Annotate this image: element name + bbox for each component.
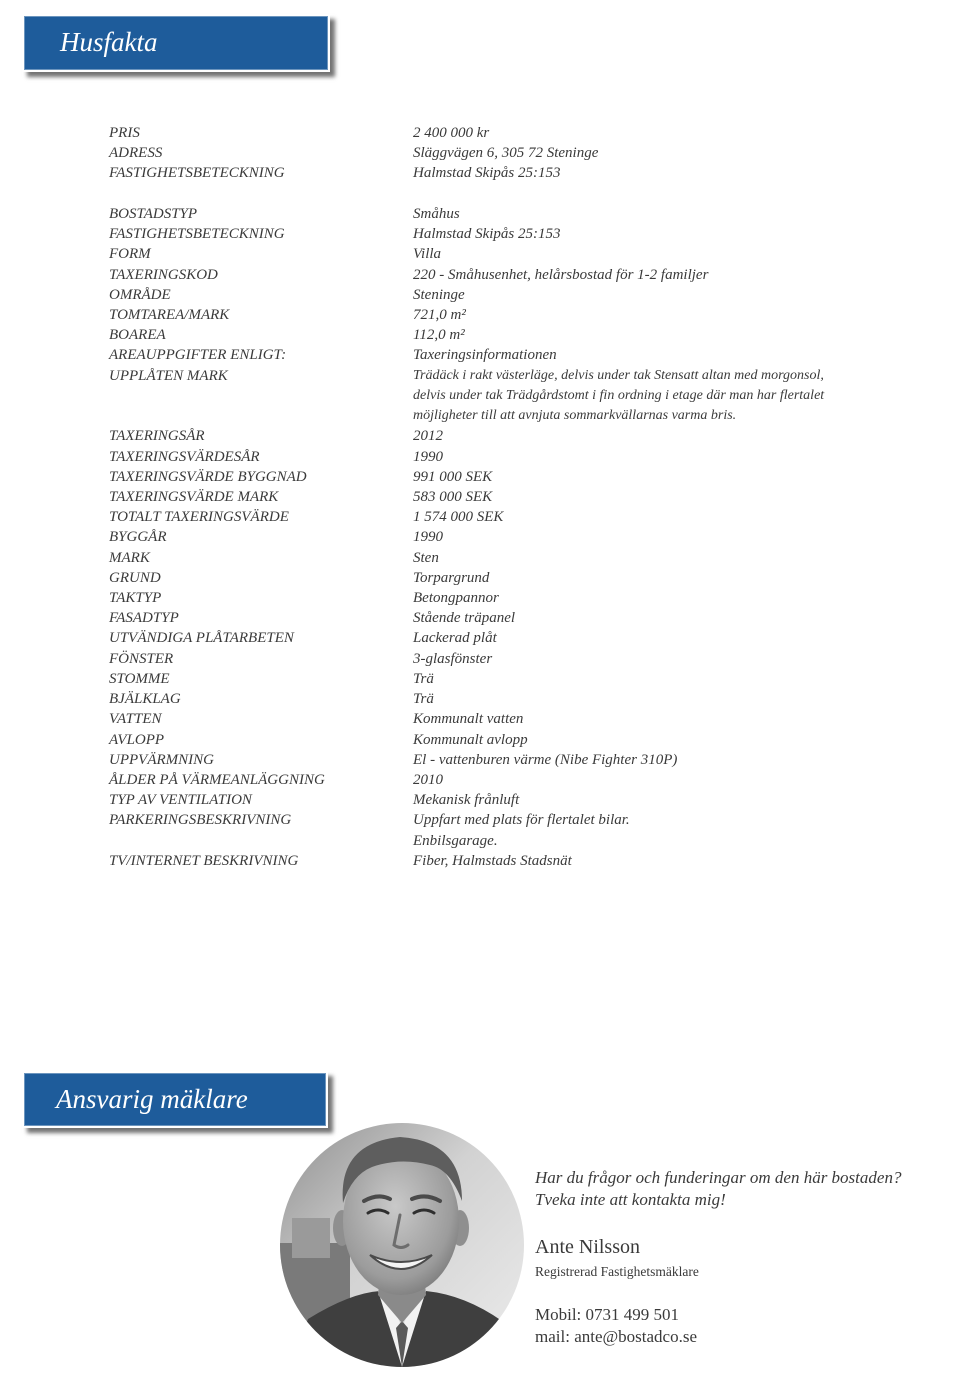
contact-question: Har du frågor och funderingar om den här bostaden? — [535, 1168, 902, 1187]
fact-value: 3-glasfönster — [413, 650, 493, 667]
fact-label: UPPLÅTEN MARK — [109, 367, 228, 384]
fact-value-line: möjligheter till att avnjuta sommarkvällarnas varma bris. — [413, 408, 737, 424]
fact-label: ADRESS — [109, 145, 163, 162]
fact-label: BOAREA — [109, 327, 166, 344]
fact-label: AREAUPPGIFTER ENLIGT: — [109, 347, 287, 364]
fact-label: AVLOPP — [109, 731, 165, 748]
fact-row — [109, 143, 824, 163]
fact-row — [109, 649, 824, 669]
fact-row — [109, 265, 824, 285]
fact-label: STOMME — [109, 670, 170, 687]
fact-value: 583 000 SEK — [413, 488, 493, 505]
fact-row — [109, 366, 824, 427]
section-title: Husfakta — [60, 27, 158, 57]
fact-value: Stående träpanel — [413, 610, 516, 627]
fact-row — [109, 467, 824, 487]
fact-label: TOTALT TAXERINGSVÄRDE — [109, 509, 289, 526]
fact-label: TYP AV VENTILATION — [109, 792, 252, 809]
fact-row — [109, 204, 824, 224]
fact-label: UPPVÄRMNING — [109, 751, 214, 768]
fact-value: Trä — [413, 691, 434, 708]
fact-value: Steninge — [413, 286, 465, 303]
fact-label: PRIS — [109, 125, 140, 141]
fact-row — [109, 123, 824, 143]
fact-value: Fiber, Halmstads Stadsnät — [413, 852, 572, 869]
fact-value: Lackerad plåt — [413, 630, 497, 647]
fact-row — [109, 730, 824, 750]
fact-row — [109, 163, 824, 183]
fact-row — [109, 608, 824, 628]
agent-email: mail: ante@bostadco.se — [535, 1327, 697, 1346]
section-title: Ansvarig mäklare — [56, 1084, 248, 1114]
fact-value: 1990 — [413, 529, 443, 546]
fact-value: Kommunalt avlopp — [413, 731, 528, 748]
fact-value: Halmstad Skipås 25:153 — [413, 165, 561, 182]
fact-value: 112,0 m² — [413, 327, 465, 344]
fact-row — [109, 628, 824, 648]
fact-label: MARK — [109, 549, 150, 566]
fact-value: 2012 — [413, 428, 443, 445]
agent-mobile: Mobil: 0731 499 501 — [535, 1305, 680, 1324]
fact-label: UTVÄNDIGA PLÅTARBETEN — [109, 630, 294, 647]
fact-row — [109, 285, 824, 305]
fact-label: FORM — [109, 246, 151, 263]
fact-label: FASTIGHETSBETECKNING — [109, 226, 285, 243]
fact-label: FASTIGHETSBETECKNING — [109, 165, 285, 182]
husfakta-banner — [22, 14, 330, 72]
agent-photo — [280, 1123, 524, 1367]
fact-value: 2010 — [413, 772, 443, 788]
fact-row — [109, 669, 824, 689]
fact-value: Halmstad Skipås 25:153 — [413, 226, 561, 243]
fact-value: Villa — [413, 246, 442, 263]
ansvarig-maklare-banner — [22, 1071, 328, 1128]
fact-value: 220 - Småhusenhet, helårsbostad för 1-2 familjer — [413, 266, 709, 283]
fact-row — [109, 447, 824, 467]
fact-label: TAKTYP — [109, 590, 162, 607]
agent-role: Registrerad Fastighetsmäklare — [535, 1264, 699, 1279]
fact-row — [109, 689, 824, 709]
agent-portrait-image — [280, 1123, 524, 1367]
fact-value: 2 400 000 kr — [413, 125, 490, 141]
fact-label: FÖNSTER — [109, 650, 174, 667]
fact-row — [109, 507, 824, 527]
fact-label: TAXERINGSKOD — [109, 266, 218, 283]
fact-label: OMRÅDE — [109, 286, 171, 303]
fact-row — [109, 487, 824, 507]
fact-value: Släggvägen 6, 305 72 Steninge — [413, 145, 599, 162]
fact-value: 1990 — [413, 448, 443, 465]
fact-value: Trä — [413, 670, 434, 687]
fact-label: GRUND — [109, 569, 161, 586]
fact-label: ÅLDER PÅ VÄRMEANLÄGGNING — [109, 772, 325, 788]
agent-name: Ante Nilsson — [535, 1236, 640, 1258]
fact-row — [109, 851, 824, 871]
fact-value: 991 000 SEK — [413, 468, 493, 485]
fact-value: Småhus — [413, 205, 460, 222]
fact-row — [109, 709, 824, 729]
fact-row — [109, 810, 824, 850]
fact-label: FASADTYP — [109, 610, 179, 627]
fact-label: TOMTAREA/MARK — [109, 306, 230, 323]
fact-row — [109, 244, 824, 264]
fact-label: BYGGÅR — [109, 529, 167, 546]
fact-row — [109, 588, 824, 608]
fact-value-line: Enbilsgarage. — [413, 832, 498, 849]
fact-value: El - vattenburen värme (Nibe Fighter 310P) — [413, 751, 678, 768]
fact-row — [109, 750, 824, 770]
fact-row — [109, 224, 824, 244]
fact-value: Betongpannor — [413, 590, 499, 607]
fact-label: BJÄLKLAG — [109, 691, 181, 708]
fact-label: PARKERINGSBESKRIVNING — [109, 812, 292, 829]
fact-label: BOSTADSTYP — [109, 205, 198, 222]
group-spacer — [109, 184, 824, 204]
fact-label: VATTEN — [109, 711, 162, 728]
fact-label: TAXERINGSVÄRDESÅR — [109, 448, 260, 465]
fact-row — [109, 325, 824, 345]
fact-value-line: Trädäck i rakt västerläge, delvis under tak Stensatt altan med morgonsol, — [413, 367, 824, 383]
fact-value: Kommunalt vatten — [413, 711, 524, 728]
fact-row — [109, 568, 824, 588]
fact-value: Mekanisk frånluft — [413, 792, 520, 809]
fact-label: TV/INTERNET BESKRIVNING — [109, 852, 299, 869]
fact-value-line: Uppfart med plats för flertalet bilar. — [413, 812, 630, 829]
fact-label: TAXERINGSÅR — [109, 428, 205, 445]
fact-value: Torpargrund — [413, 569, 490, 586]
fact-row — [109, 527, 824, 547]
fact-value: Taxeringsinformationen — [413, 347, 557, 364]
fact-value: 1 574 000 SEK — [413, 509, 504, 526]
facts-table — [109, 123, 824, 871]
fact-value — [413, 366, 824, 427]
fact-row — [109, 345, 824, 365]
fact-row — [109, 305, 824, 325]
fact-value: Sten — [413, 549, 439, 566]
fact-row — [109, 548, 824, 568]
fact-row — [109, 790, 824, 810]
fact-value-line: delvis under tak Trädgårdstomt i fin ordning i etage där man har flertalet — [413, 387, 825, 403]
contact-invitation: Tveka inte att kontakta mig! — [535, 1190, 726, 1209]
fact-value: 721,0 m² — [413, 306, 466, 323]
fact-value — [413, 810, 630, 850]
fact-row — [109, 426, 824, 446]
fact-row — [109, 770, 824, 790]
fact-label: TAXERINGSVÄRDE MARK — [109, 488, 279, 505]
fact-label: TAXERINGSVÄRDE BYGGNAD — [109, 468, 307, 485]
